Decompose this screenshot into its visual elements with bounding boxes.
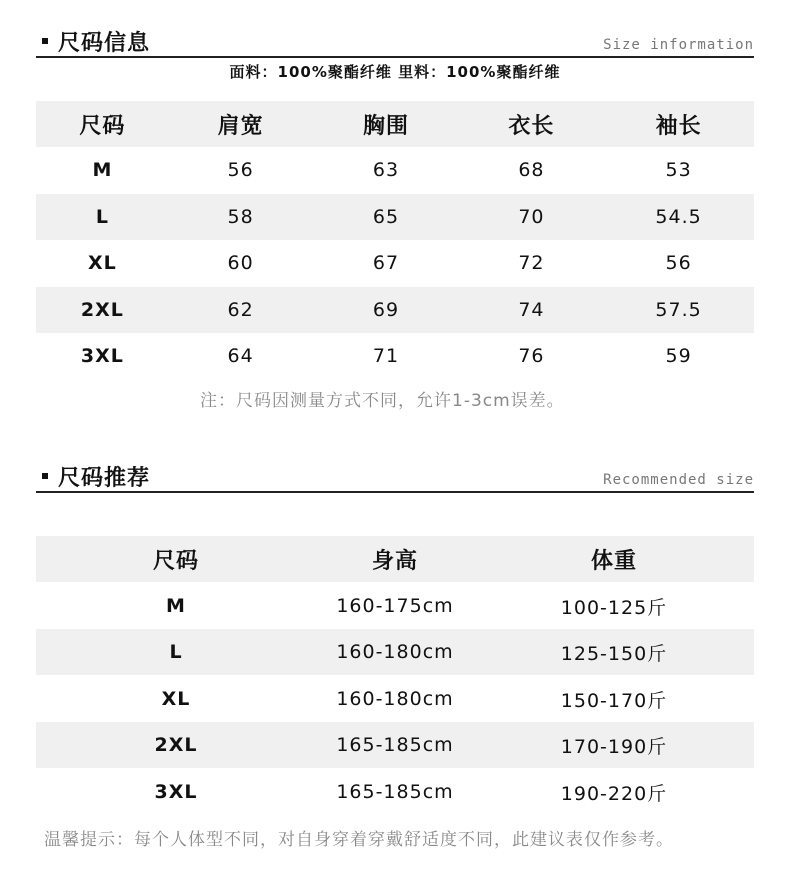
weight-cell: 190-220斤 bbox=[560, 782, 668, 805]
height-cell: 165-185cm bbox=[336, 781, 454, 803]
table-row bbox=[36, 333, 754, 379]
header-cell: 尺码 bbox=[79, 113, 126, 139]
value-cell: 54.5 bbox=[655, 206, 702, 228]
table-row bbox=[36, 676, 754, 722]
value-cell: 65 bbox=[372, 206, 400, 228]
value-cell: 71 bbox=[372, 345, 400, 367]
size-cell: M bbox=[92, 159, 113, 181]
header-cell: 尺码 bbox=[153, 548, 200, 574]
value-cell: 69 bbox=[372, 299, 400, 321]
measure-note: 注：尺码因测量方式不同，允许1-3cm误差。 bbox=[200, 391, 565, 411]
value-cell: 56 bbox=[227, 159, 254, 181]
size-cell: M bbox=[166, 595, 186, 617]
size-cell: L bbox=[95, 206, 109, 228]
bullet-icon bbox=[42, 38, 48, 44]
value-cell: 67 bbox=[372, 252, 400, 274]
header-cell: 衣长 bbox=[508, 113, 555, 139]
value-cell: 70 bbox=[518, 206, 545, 228]
height-cell: 160-180cm bbox=[336, 688, 454, 710]
value-cell: 72 bbox=[518, 252, 545, 274]
value-cell: 62 bbox=[227, 299, 254, 321]
header-cell: 肩宽 bbox=[217, 113, 264, 139]
value-cell: 56 bbox=[665, 252, 692, 274]
height-cell: 160-175cm bbox=[336, 595, 454, 617]
size-cell: L bbox=[169, 641, 183, 663]
tip-note: 温馨提示：每个人体型不同，对自身穿着穿戴舒适度不同，此建议表仅作参考。 bbox=[44, 830, 674, 850]
table-row bbox=[36, 287, 754, 333]
size-cell: 2XL bbox=[80, 299, 124, 321]
size-cell: 3XL bbox=[154, 781, 198, 803]
value-cell: 74 bbox=[518, 299, 545, 321]
size-cell: 3XL bbox=[80, 345, 124, 367]
section-title-en: Size information bbox=[603, 37, 754, 53]
height-cell: 165-185cm bbox=[336, 734, 454, 756]
value-cell: 63 bbox=[372, 159, 400, 181]
size-cell: XL bbox=[161, 688, 191, 710]
size-recommend-header bbox=[36, 463, 754, 493]
value-cell: 60 bbox=[227, 252, 254, 274]
table-row bbox=[36, 147, 754, 193]
value-cell: 53 bbox=[665, 159, 692, 181]
table-row bbox=[36, 722, 754, 768]
value-cell: 76 bbox=[518, 345, 545, 367]
size-cell: XL bbox=[88, 252, 117, 274]
section-title: 尺码推荐 bbox=[58, 466, 151, 491]
value-cell: 68 bbox=[518, 159, 545, 181]
section-title-en: Recommended size bbox=[603, 472, 754, 488]
size-table-header bbox=[36, 101, 754, 147]
weight-cell: 170-190斤 bbox=[560, 735, 668, 758]
weight-cell: 100-125斤 bbox=[560, 596, 668, 619]
weight-cell: 125-150斤 bbox=[560, 642, 668, 665]
bullet-icon bbox=[42, 473, 48, 479]
value-cell: 58 bbox=[227, 206, 254, 228]
header-cell: 身高 bbox=[371, 548, 418, 574]
header-cell: 袖长 bbox=[655, 113, 702, 139]
header-cell: 体重 bbox=[590, 548, 637, 574]
table-row bbox=[36, 194, 754, 240]
value-cell: 59 bbox=[665, 345, 692, 367]
header-cell: 胸围 bbox=[363, 113, 410, 139]
value-cell: 57.5 bbox=[655, 299, 702, 321]
section-title: 尺码信息 bbox=[58, 31, 151, 56]
material-text: 面料：100%聚酯纤维 里料：100%聚酯纤维 bbox=[229, 63, 561, 81]
height-cell: 160-180cm bbox=[336, 641, 454, 663]
recommend-table-header bbox=[36, 536, 754, 582]
value-cell: 64 bbox=[227, 345, 254, 367]
table-row bbox=[36, 583, 754, 629]
table-row bbox=[36, 240, 754, 286]
table-row bbox=[36, 769, 754, 815]
size-cell: 2XL bbox=[154, 734, 198, 756]
size-info-header bbox=[36, 28, 754, 58]
table-row bbox=[36, 629, 754, 675]
weight-cell: 150-170斤 bbox=[560, 689, 668, 712]
